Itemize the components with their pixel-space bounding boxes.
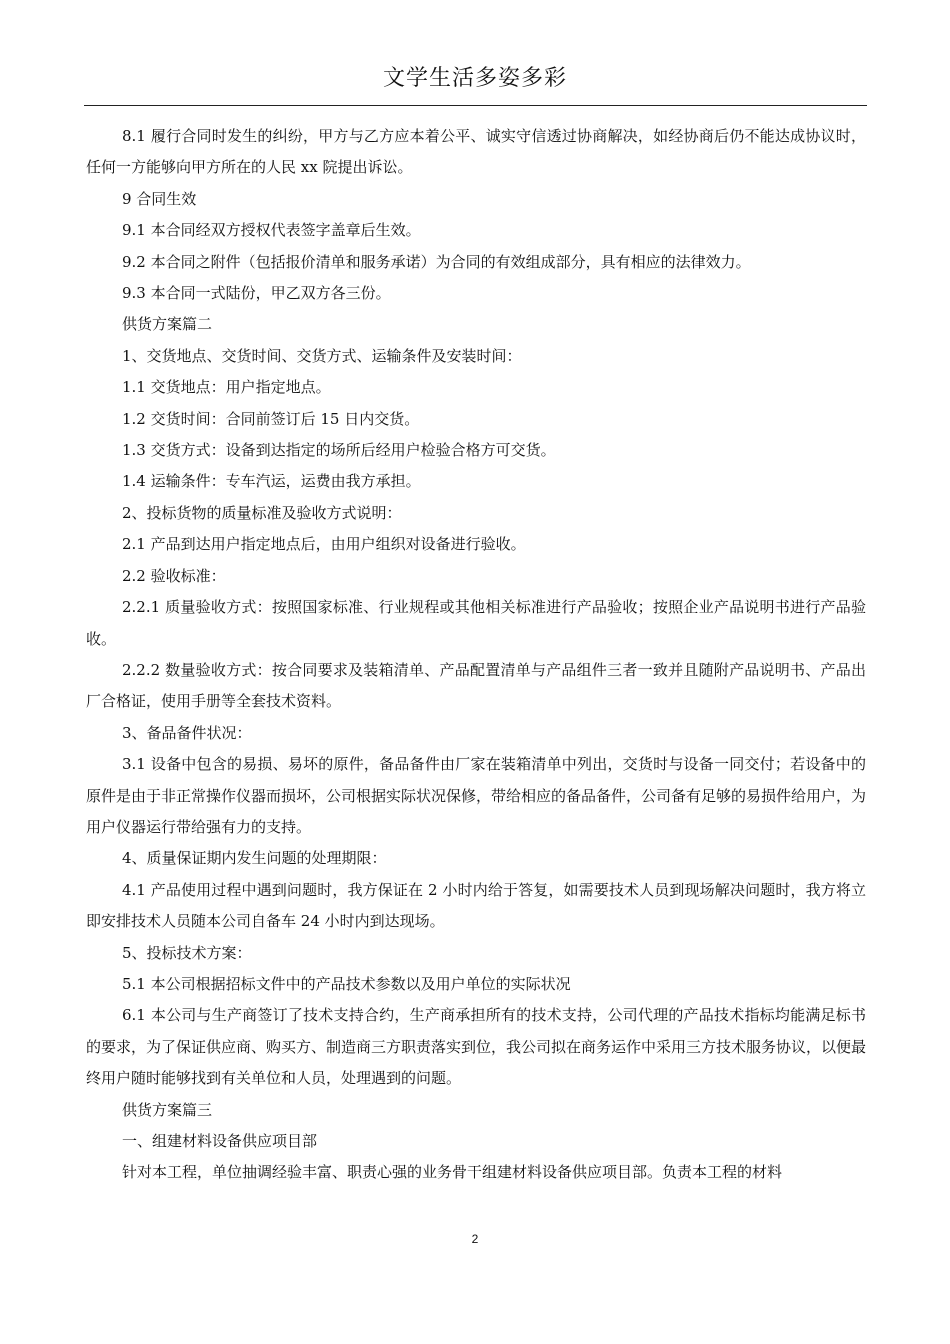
paragraph: 2.2.2 数量验收方式：按合同要求及装箱清单、产品配置清单与产品组件三者一致并且随附产品说明书、产品出厂合格证，使用手册等全套技术资料。 [86,660,866,711]
paragraph: 1.1 交货地点：用户指定地点。 [122,378,331,397]
paragraph: 6.1 本公司与生产商签订了技术支持合约，生产商承担所有的技术支持，公司代理的产品技术指标均能满足标书的要求，为了保证供应商、购买方、制造商三方职责落实到位，我公司拟在商务运作中采用三方技术服务协议，以便最终用户随时能够找到有关单位和人员，处理遇到的问题。 [86,1006,867,1088]
section-heading: 供货方案篇二 [122,315,213,334]
page-header-title: 文学生活多姿多彩 [382,66,567,91]
paragraph: 9.1 本合同经双方授权代表签字盖章后生效。 [122,221,421,240]
paragraph: 8.1 履行合同时发生的纠纷，甲方与乙方应本着公平、诚实守信透过协商解决，如经协商后仍不能达成协议时，任何一方能够向甲方所在的人民 xx 院提出诉讼。 [86,127,866,177]
paragraph: 针对本工程，单位抽调经验丰富、职责心强的业务骨干组建材料设备供应项目部。负责本工程的材料 [122,1163,783,1182]
paragraph: 9.2 本合同之附件（包括报价清单和服务承诺）为合同的有效组成部分，具有相应的法律效力。 [122,252,751,271]
paragraph: 2.1 产品到达用户指定地点后，由用户组织对设备进行验收。 [122,535,526,554]
paragraph: 4.1 产品使用过程中遇到问题时，我方保证在 2 小时内给于答复，如需要技术人员到现场解决问题时，我方将立即安排技术人员随本公司自备车 24 小时内到达现场。 [86,880,866,931]
paragraph: 3.1 设备中包含的易损、易坏的原件，备品备件由厂家在装箱清单中列出，交货时与设备一同交付；若设备中的原件是由于非正常操作仪器而损坏，公司根据实际状况保修，带给相应的备品备件，公司备有足够的易损件给用户，为用户仪器运行带给强有力的支持。 [86,755,867,836]
paragraph: 1.3 交货方式：设备到达指定的场所后经用户检验合格方可交货。 [122,441,556,460]
section-heading: 9 合同生效 [122,189,197,208]
header-divider [84,105,867,106]
section-heading: 供货方案篇三 [122,1100,213,1119]
section-heading: 5、投标技术方案： [122,943,252,962]
section-heading: 1、交货地点、交货时间、交货方式、运输条件及安装时间： [122,346,522,365]
paragraph: 2.2 验收标准： [122,566,226,585]
section-heading: 一、组建材料设备供应项目部 [122,1132,318,1150]
paragraph: 9.3 本合同一式陆份，甲乙双方各三份。 [122,284,391,303]
paragraph: 1.4 运输条件：专车汽运，运费由我方承担。 [122,472,421,491]
section-heading: 4、质量保证期内发生问题的处理期限： [122,849,387,868]
page-number: 2 [471,1232,479,1246]
section-heading: 3、备品备件状况： [122,723,252,742]
section-heading: 2、投标货物的质量标准及验收方式说明： [122,503,402,522]
paragraph: 1.2 交货时间：合同前签订后 15 日内交货。 [122,409,420,428]
document-body [86,121,866,1189]
paragraph: 5.1 本公司根据招标文件中的产品技术参数以及用户单位的实际状况 [122,974,571,993]
paragraph: 2.2.1 质量验收方式：按照国家标准、行业规程或其他相关标准进行产品验收；按照企业产品说明书进行产品验收。 [86,598,866,648]
